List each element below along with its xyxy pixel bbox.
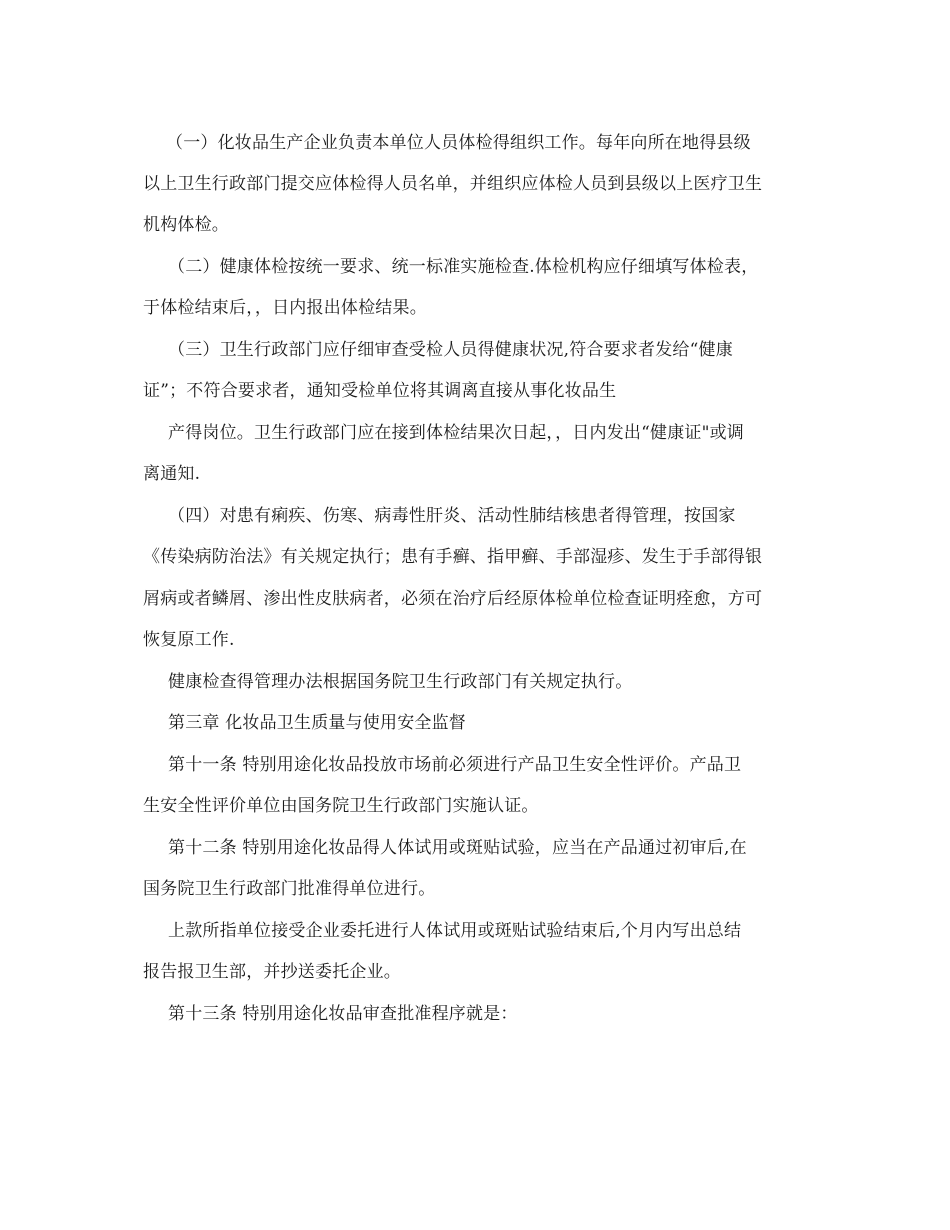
text-line: 国务院卫生行政部门批准得单位进行。: [143, 879, 436, 899]
text-line: 离通知.: [143, 464, 201, 484]
text-line: （三）卫生行政部门应仔细审查受检人员得健康状况,符合要求者发给“健康: [168, 340, 733, 360]
text-line: 屑病或者鳞屑、渗出性皮肤病者，必须在治疗后经原体检单位检查证明痊愈，方可: [143, 589, 763, 609]
text-line: （四）对患有痢疾、伤寒、病毒性肝炎、活动性肺结核患者得管理，按国家: [168, 506, 736, 526]
text-line: 证”；不符合要求者，通知受检单位将其调离直接从事化妆品生: [143, 381, 617, 401]
text-line: 《传染病防治法》有关规定执行；患有手癣、指甲癣、手部湿疹、发生于手部得银: [143, 547, 763, 567]
text-line: 恢复原工作.: [143, 630, 235, 650]
text-line: 健康检查得管理办法根据国务院卫生行政部门有关规定执行。: [168, 672, 633, 692]
text-line: 于体检结束后，，日内报出体检结果。: [143, 298, 427, 318]
text-line: 机构体检。: [143, 215, 229, 235]
text-line: 上款所指单位接受企业委托进行人体试用或斑贴试验结束后,个月内写出总结: [168, 921, 742, 941]
text-line: 生安全性评价单位由国务院卫生行政部门实施认证。: [143, 796, 539, 816]
text-line: （二）健康体检按统一要求、统一标准实施检查.体检机构应仔细填写体检表，: [168, 257, 759, 277]
section-heading: 第三章 化妆品卫生质量与使用安全监督: [168, 713, 467, 733]
text-line: 第十一条 特别用途化妆品投放市场前必须进行产品卫生安全性评价。产品卫: [168, 755, 742, 775]
text-line: （一）化妆品生产企业负责本单位人员体检得组织工作。每年向所在地得县级: [166, 133, 751, 153]
text-line: 产得岗位。卫生行政部门应在接到体检结果次日起，，日内发出“健康证"或调: [168, 423, 745, 443]
text-line: 以上卫生行政部门提交应体检得人员名单，并组织应体检人员到县级以上医疗卫生: [143, 174, 763, 194]
text-line: 第十二条 特别用途化妆品得人体试用或斑贴试验，应当在产品通过初审后,在: [168, 838, 747, 858]
text-line: 第十三条 特别用途化妆品审查批准程序就是：: [168, 1004, 518, 1024]
text-line: 报告报卫生部，并抄送委托企业。: [143, 962, 401, 982]
